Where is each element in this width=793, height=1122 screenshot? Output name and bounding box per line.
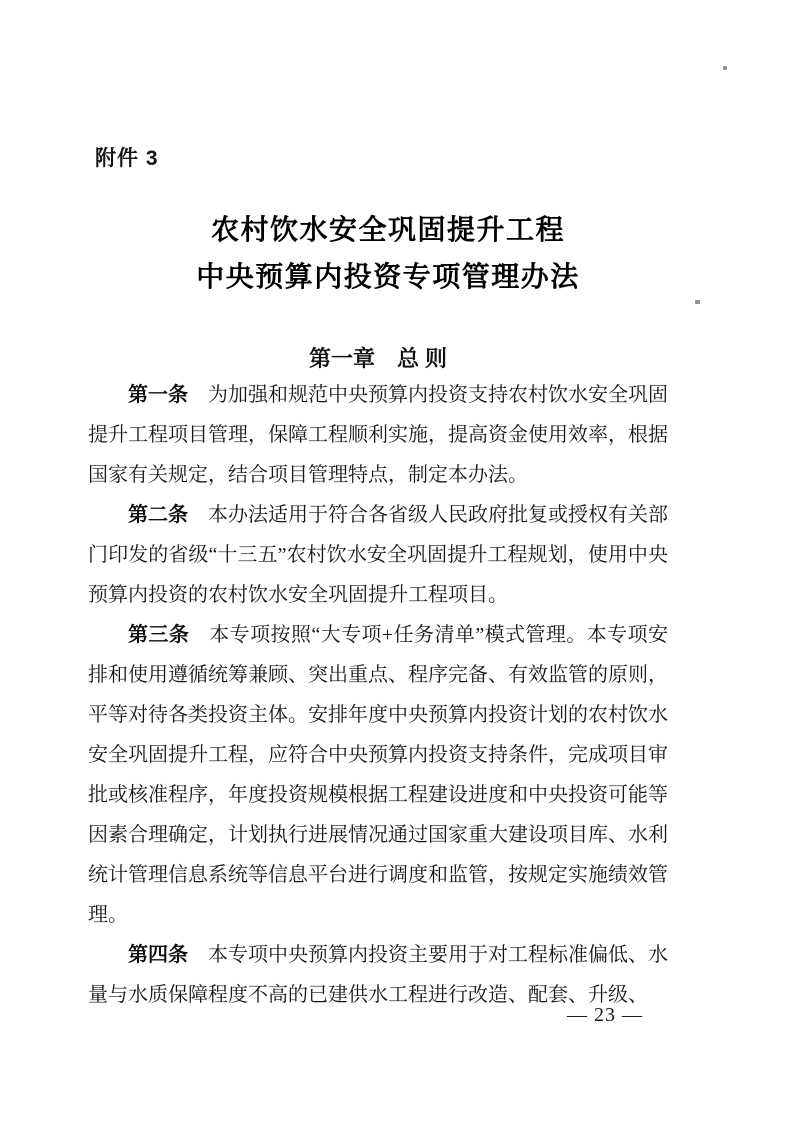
page-number: — 23 — — [567, 1004, 643, 1026]
document-title — [88, 207, 668, 301]
attachment-label: 附件 3 — [95, 147, 159, 170]
article-text: 本办法适用于符合各省级人民政府批复或授权有关部门印发的省级“十三五”农村饮水安全巩固提升工程规划，使用中央预算内投资的农村饮水安全巩固提升工程项目。 — [88, 504, 668, 606]
chapter-heading: 第一章 总 则 — [308, 346, 448, 371]
article-paragraph-4 — [88, 935, 668, 1015]
article-paragraph-3 — [88, 615, 668, 935]
scan-artifact-dot — [723, 66, 727, 70]
article-paragraph-1 — [88, 375, 668, 495]
article-label: 第四条 — [128, 944, 188, 966]
article-label: 第一条 — [128, 384, 188, 406]
article-paragraph-2 — [88, 495, 668, 615]
article-text: 为加强和规范中央预算内投资支持农村饮水安全巩固提升工程项目管理，保障工程顺利实施，提高资金使用效率，根据国家有关规定，结合项目管理特点，制定本办法。 — [88, 384, 668, 486]
title-line-1: 农村饮水安全巩固提升工程 — [210, 215, 565, 246]
article-text: 本专项按照“大专项+任务清单”模式管理。本专项安排和使用遵循统筹兼顾、突出重点、程序完备、有效监管的原则，平等对待各类投资主体。安排年度中央预算内投资计划的农村饮水安全巩固提升工程，应符合中央预算内投资支持条件，完成项目审批或核准程序，年度投资规模根据工程建设进度和中央投资可能等因素合理确定，计划执行进展情况通过国家重大建设项目库、水利统计管理信息系统等信息平台进行调度和监管，按规定实施绩效管理。 — [88, 624, 668, 926]
article-body — [88, 375, 668, 1015]
article-label: 第三条 — [128, 624, 190, 646]
scan-artifact-dot — [695, 300, 700, 304]
article-text: 本专项中央预算内投资主要用于对工程标准偏低、水量与水质保障程度不高的已建供水工程进行改造、配套、升级、 — [88, 944, 668, 1006]
title-line-2: 中央预算内投资专项管理办法 — [196, 262, 580, 293]
article-label: 第二条 — [128, 504, 188, 526]
